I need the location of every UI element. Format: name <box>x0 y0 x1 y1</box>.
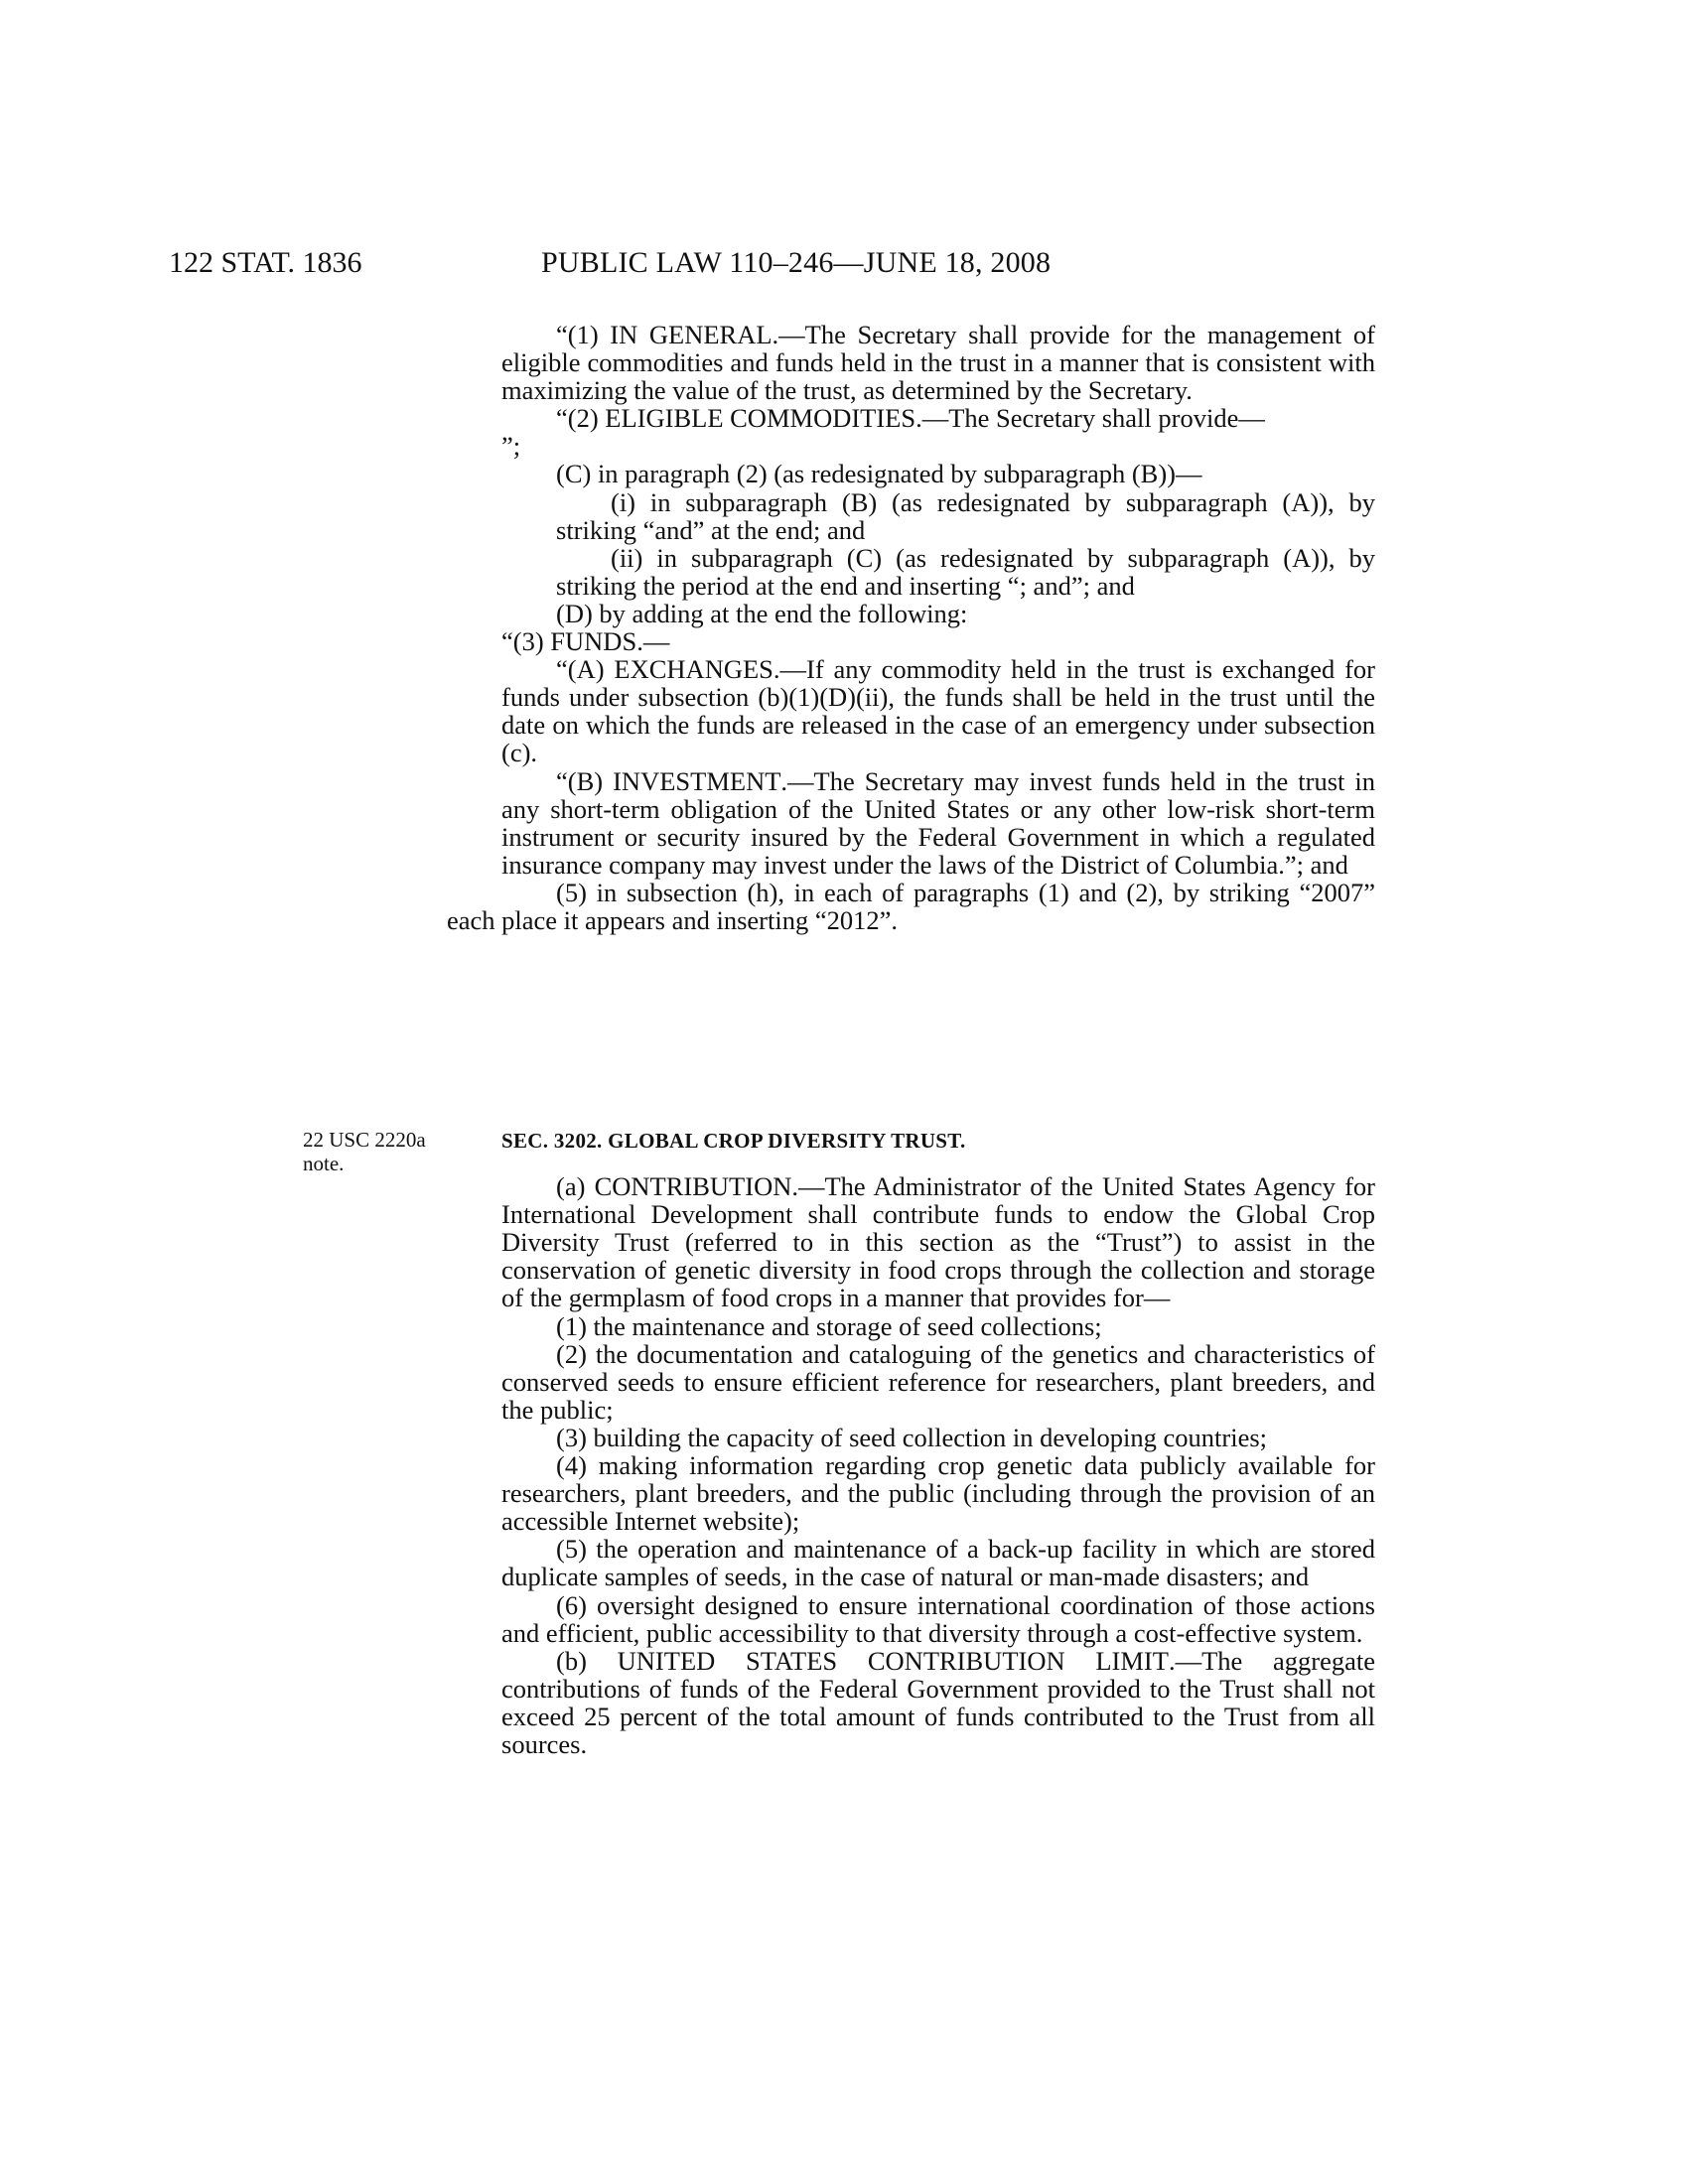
list-item: (1) the maintenance and storage of seed collections; <box>556 1310 1102 1341</box>
margin-note-citation: 22 USC 2220a <box>303 1128 426 1152</box>
heading-in-general: IN GENERAL <box>610 320 773 349</box>
heading-investment: INVESTMENT <box>613 765 781 796</box>
margin-note-label: note. <box>303 1152 345 1175</box>
section-title: SEC. 3202. GLOBAL CROP DIVERSITY TRUST. <box>501 1129 966 1153</box>
heading-exchanges: EXCHANGES <box>614 654 774 685</box>
running-header-law: PUBLIC LAW 110–246—JUNE 18, 2008 <box>541 246 1052 279</box>
clause-c-ii: (ii) in subparagraph (C) (as redesignated by subparagraph (A)), by striking the period at the end and inserting “; and”; and <box>556 542 1375 601</box>
heading-contribution-limit: UNITED STATES CONTRIBUTION LIMIT <box>617 1645 1169 1676</box>
subsection-b: (b) UNITED STATES CONTRIBUTION LIMIT.—The aggregate contributions of funds of the Federal Government provided to the Trust shall not exceed 25 percent of the total amount of funds contributed to the Trust from all sources. <box>501 1645 1376 1759</box>
paragraph-exchanges: “(A) EXCHANGES.—If any commodity held in the trust is exchanged for funds under subsection (b)(1)(D)(ii), the funds shall be held in the trust until the date on which the funds are released in the case of an emergency under subsection (c). <box>501 654 1375 768</box>
heading-funds: FUNDS <box>550 626 637 657</box>
amendment-text <box>447 320 1375 935</box>
list-item: (2) the documentation and cataloguing of the genetics and characteristics of conserved seeds to ensure efficient reference for researchers, plant breeders, and the public; <box>501 1338 1375 1425</box>
margin-note <box>303 1128 426 1175</box>
subsection-a: (a) CONTRIBUTION.—The Administrator of the United States Agency for International Development shall contribute funds to endow the Global Crop Diversity Trust (referred to in this section as the “Trust”) to assist in the conservation of genetic diversity in food crops through the collection and storage of the germplasm of food crops in a manner that provides for— <box>501 1171 1375 1313</box>
clause-c: (C) in paragraph (2) (as redesignated by subparagraph (B))— <box>556 459 1202 489</box>
list-item: (4) making information regarding crop genetic data publicly available for researchers, plant breeders, and the public (including through the provision of an accessible Internet website); <box>501 1450 1375 1537</box>
list-item: (3) building the capacity of seed collection in developing countries; <box>556 1422 1268 1452</box>
heading-contribution: CONTRIBUTION <box>594 1171 792 1202</box>
list-item: (6) oversight designed to ensure international coordination of those actions and efficient, public accessibility to that diversity through a cost-effective system. <box>501 1589 1375 1648</box>
paragraph-funds: “(3) FUNDS.— <box>501 626 670 657</box>
clause-5: (5) in subsection (h), in each of paragraphs (1) and (2), by striking “2007” each place it appears and inserting “2012”. <box>447 877 1375 935</box>
list-item: (5) the operation and maintenance of a back-up facility in which are stored duplicate samples of seeds, in the case of natural or man-made disasters; and <box>501 1534 1375 1592</box>
clause-c-i: (i) in subparagraph (B) (as redesignated by subparagraph (A)), by striking “and” at the end; and <box>556 486 1375 545</box>
section-3202 <box>501 1127 1375 1758</box>
paragraph-investment: “(B) INVESTMENT.—The Secretary may invest funds held in the trust in any short-term obligation of the United States or any other low-risk short-term instrument or security insured by the Federal Government in which a regulated insurance company may invest under the laws of the District of Columbia.”; and <box>501 765 1375 880</box>
paragraph-in-general: “(1) IN GENERAL.—The Secretary shall provide for the management of eligible commodities and funds held in the trust in a manner that is consistent with maximizing the value of the trust, as determined by the Secretary. <box>501 320 1375 406</box>
paragraph-eligible-commodities: “(2) ELIGIBLE COMMODITIES.—The Secretary shall provide— <box>556 403 1265 434</box>
heading-eligible-commodities: ELIGIBLE COMMODITIES <box>605 403 916 434</box>
clause-d: (D) by adding at the end the following: <box>556 598 968 628</box>
page-stat-citation: 122 STAT. 1836 <box>169 246 362 279</box>
quote-close: ”; <box>501 431 521 462</box>
